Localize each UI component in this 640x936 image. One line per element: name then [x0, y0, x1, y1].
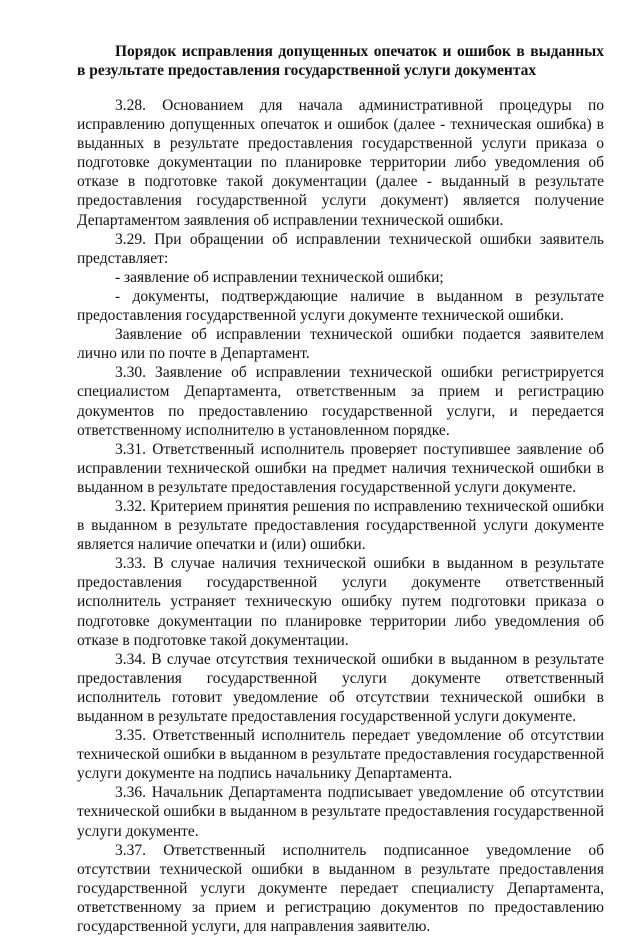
- paragraph-3-36: 3.36. Начальник Департамента подписывает уведомление об отсутствии технической ошибки в выданном в результате предоставления государственной услуги документе.: [77, 784, 604, 840]
- paragraph-3-28: 3.28. Основанием для начала административной процедуры по исправлению допущенных опечаток и ошибок (далее - техническая ошибка) в выданных в результате предоставления государственной услуги приказа о подготовке документации по планировке территории либо уведомления об отказе в подготовке такой документации (далее - выданный в результате предоставления государственной услуги документ) является получение Департаментом заявления об исправлении технической ошибки.: [77, 97, 604, 229]
- paragraph-3-35: 3.35. Ответственный исполнитель передает уведомление об отсутствии технической ошибки в выданном в результате предоставления государственной услуги документе на подпись начальнику Департамента.: [77, 727, 604, 783]
- section-heading: Порядок исправления допущенных опечаток и ошибок в выданных в результате предоставления государственной услуги документах: [77, 43, 604, 79]
- paragraph-3-32: 3.32. Критерием принятия решения по исправлению технической ошибки в выданном в результате предоставления государственной услуги документе является наличие опечатки и (или) ошибки.: [77, 497, 604, 554]
- list-item-application: - заявление об исправлении технической ошибки;: [115, 268, 444, 286]
- paragraph-3-30: 3.30. Заявление об исправлении технической ошибки регистрируется специалистом Департамента, ответственным за прием и регистрацию документов по предоставлению государственной услуги, и передается ответственному исполнителю в установленном порядке.: [77, 364, 604, 439]
- paragraph-3-31: 3.31. Ответственный исполнитель проверяет поступившее заявление об исправлении технической ошибки на предмет наличия технической ошибки в выданном в результате предоставления государственной услуги документе.: [77, 440, 604, 496]
- list-item-documents: - документы, подтверждающие наличие в выданном в результате предоставления государственной услуги документе технической ошибки.: [77, 287, 604, 325]
- paragraph-submission: Заявление об исправлении технической ошибки подается заявителем лично или по почте в Департамент.: [77, 326, 604, 363]
- paragraph-3-37: 3.37. Ответственный исполнитель подписанное уведомление об отсутствии технической ошибки в выданном в результате предоставления государственной услуги документе передает специалисту Департамента, ответственному за прием и регистрацию документов по предоставлению государственной услуги, для направления заявителю.: [77, 841, 604, 936]
- paragraph-3-29: 3.29. При обращении об исправлении технической ошибки заявитель представляет:: [77, 230, 604, 267]
- paragraph-3-33: 3.33. В случае наличия технической ошибки в выданном в результате предоставления государственной услуги документе ответственный исполнитель устраняет техническую ошибку путем подготовки приказа о подготовке документации по планировке территории либо уведомления об отказе в подготовке такой документации.: [77, 555, 604, 649]
- paragraph-3-34: 3.34. В случае отсутствия технической ошибки в выданном в результате предоставления государственной услуги документе ответственный исполнитель готовит уведомление об отсутствии технической ошибки в выданном в результате предоставления государственной услуги документе.: [77, 650, 604, 725]
